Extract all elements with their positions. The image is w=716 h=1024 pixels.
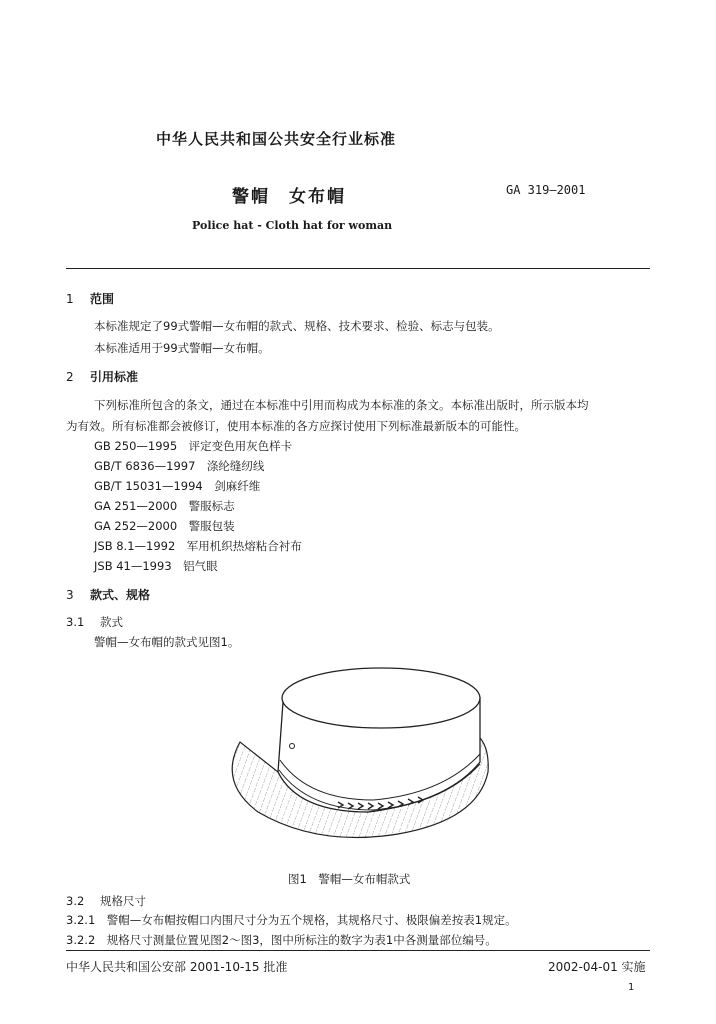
section-1-para-2: 本标准适用于99式警帽—女布帽。 bbox=[94, 341, 270, 355]
section-1-heading bbox=[66, 290, 114, 307]
reference-item: GA 251—2000 警服标志 bbox=[94, 499, 235, 513]
figure-1-caption: 图1 警帽—女布帽款式 bbox=[288, 872, 411, 886]
reference-item: JSB 8.1—1992 军用机织热熔粘合衬布 bbox=[94, 539, 302, 553]
section-2-heading bbox=[66, 368, 138, 385]
effective-date: 2002-04-01 实施 bbox=[548, 960, 646, 974]
subsection-title: 规格尺寸 bbox=[100, 894, 146, 908]
section-2-para-line-2: 为有效。所有标准都会被修订，使用本标准的各方应探讨使用下列标准最新版本的可能性。 bbox=[66, 419, 526, 433]
subsection-3-1-heading bbox=[66, 614, 123, 630]
page-number: 1 bbox=[628, 982, 635, 993]
subsection-3-2-heading bbox=[66, 893, 146, 909]
issuer-title: 中华人民共和国公共安全行业标准 bbox=[156, 130, 397, 148]
section-title: 款式、规格 bbox=[90, 588, 151, 602]
section-title: 引用标准 bbox=[90, 370, 139, 384]
standard-code: GA 319—2001 bbox=[506, 183, 586, 197]
reference-item: GB/T 15031—1994 剑麻纤维 bbox=[94, 479, 261, 493]
reference-item: GA 252—2000 警服包装 bbox=[94, 519, 235, 533]
clause-3-2-2: 3.2.2 规格尺寸测量位置见图2～图3，图中所标注的数字为表1中各测量部位编号。 bbox=[66, 933, 497, 947]
section-number: 1 bbox=[66, 292, 74, 306]
issue-approval: 中华人民共和国公安部 2001-10-15 批准 bbox=[66, 960, 288, 974]
section-1-para-1: 本标准规定了99式警帽—女布帽的款式、规格、技术要求、检验、标志与包装。 bbox=[94, 319, 500, 333]
subsection-3-1-text: 警帽—女布帽的款式见图1。 bbox=[94, 635, 240, 649]
subsection-number: 3.2 bbox=[66, 894, 85, 908]
standard-title-en: Police hat - Cloth hat for woman bbox=[192, 219, 393, 232]
section-3-heading bbox=[66, 586, 150, 603]
section-2-para-line-1: 下列标准所包含的条文，通过在本标准中引用而构成为本标准的条文。本标准出版时，所示版本均 bbox=[94, 398, 589, 412]
reference-item: GB/T 6836—1997 涤纶缝纫线 bbox=[94, 459, 265, 473]
subsection-number: 3.1 bbox=[66, 615, 85, 629]
footer-divider bbox=[66, 950, 650, 951]
header-divider bbox=[66, 268, 650, 269]
reference-item: JSB 41—1993 铝气眼 bbox=[94, 559, 218, 573]
reference-item: GB 250—1995 评定变色用灰色样卡 bbox=[94, 439, 293, 453]
section-title: 范围 bbox=[90, 292, 115, 306]
subsection-title: 款式 bbox=[100, 615, 123, 629]
clause-3-2-1: 3.2.1 警帽—女布帽按帽口内围尺寸分为五个规格，其规格尺寸、极限偏差按表1规定。 bbox=[66, 913, 517, 927]
hat-illustration bbox=[218, 662, 498, 852]
section-number: 2 bbox=[66, 370, 74, 384]
standard-title-cn: 警帽 女布帽 bbox=[232, 187, 346, 207]
section-number: 3 bbox=[66, 588, 74, 602]
